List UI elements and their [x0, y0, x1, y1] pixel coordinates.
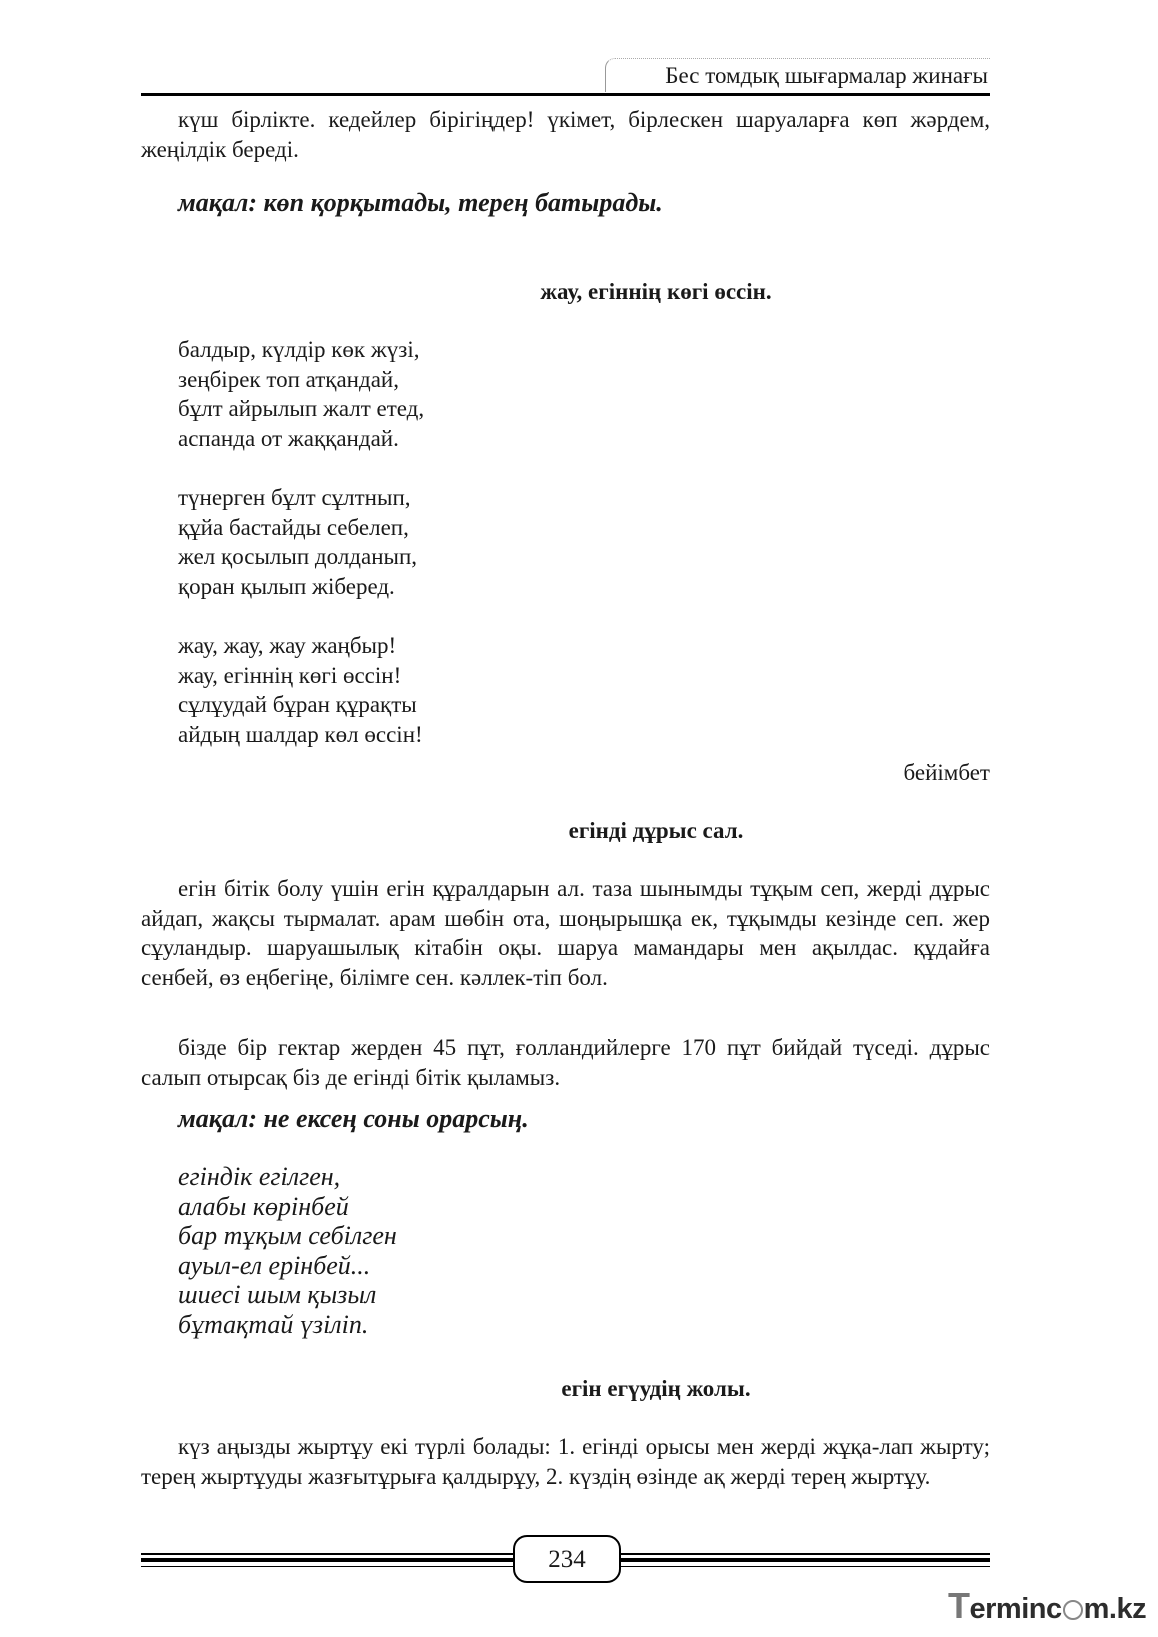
poem-line: аспанда от жаққандай.: [178, 425, 399, 451]
section-2-paragraph-1: егін бітік болу үшін егін құралдарын ал. таза шынымды тұқым сеп, жерді дұрыс айдап, жақсы тырмалат. арам шөбін ота, шоңырышқа ек, тұқымды кезінде сеп. жер сұуландыр. шаруашылық кітабін оқы. шаруа мамандары мен ақылдас. құдайға сенбей, өз еңбегіңе, білімге сен. кәллек-тіп бол.: [141, 876, 990, 990]
poem-line: құйа бастайды себелеп,: [178, 514, 409, 540]
verse-line: ауыл-ел ерінбей...: [178, 1250, 371, 1280]
poem-line: балдыр, күлдір көк жүзі,: [178, 337, 420, 362]
section-3-paragraph: күз аңызды жыртұу екі түрлі болады: 1. егінді орысы мен жерді жұқа-лап жырту; терең жыртұуды жазғытұрыға қалдырұу, 2. күздің өзінде ақ жерді терең жыртұу.: [141, 1434, 990, 1489]
poem-line: жау, егіннің көгі өссін!: [178, 662, 402, 688]
poem-stanza-1: [178, 335, 424, 453]
poem-line: айдың шалдар көл өссін!: [178, 721, 423, 747]
poem-line: жел қосылып долданып,: [178, 544, 418, 569]
poem-line: қоран қылып жіберед.: [178, 573, 395, 599]
page-number: 234: [513, 1535, 621, 1583]
poem-line: жау, жау, жау жаңбыр!: [178, 633, 397, 658]
verse-line: бұтақтай үзіліп.: [178, 1309, 369, 1339]
poem-line: бұлт айрылып жалт етед,: [178, 396, 425, 421]
page-header-title: Бес томдық шығармалар жинағы: [605, 58, 990, 92]
watermark-prefix: T: [948, 1585, 970, 1626]
section-2-paragraph-2: бізде бір гектар жерден 45 пұт, ғолландийлерге 170 пұт бийдай түседі. дұрыс салып отырсақ біз де егінді бітік қыламыз.: [141, 1035, 990, 1090]
header-rule: [141, 93, 990, 96]
intro-paragraph: күш бірлікте. кедейлер бірігіңдер! үкімет, бірлескен шаруаларға көп жәрдем, жеңілдік береді.: [141, 107, 990, 162]
verse-line: егіндік егілген,: [178, 1162, 341, 1191]
poem-stanza-2: [178, 483, 417, 601]
poem-line: зеңбірек топ атқандай,: [178, 366, 399, 392]
verse-2: [178, 1162, 397, 1339]
poem-title: жау, егіннің көгі өссін.: [540, 279, 772, 304]
watermark-logo: [948, 1585, 1146, 1627]
poem-line: сұлұудай бұран құрақты: [178, 692, 417, 717]
section-3-title: егін егүудің жолы.: [561, 1376, 751, 1401]
verse-line: алабы көрінбей: [178, 1191, 349, 1221]
verse-line: бар тұқым себілген: [178, 1221, 397, 1250]
proverb-1: мақал: көп қорқытады, терең батырады.: [178, 188, 663, 217]
watermark-part-a: erminc: [969, 1593, 1062, 1625]
watermark-part-b: m.kz: [1083, 1593, 1147, 1625]
poem-author: бейімбет: [903, 760, 990, 785]
magnifier-icon: [1063, 1600, 1083, 1620]
verse-line: шиесі шым қызыл: [178, 1280, 377, 1309]
proverb-2: мақал: не ексең соны орарсың.: [178, 1104, 529, 1133]
poem-stanza-3: [178, 631, 423, 749]
section-2-title: егінді дұрыс сал.: [568, 818, 744, 843]
poem-line: түнерген бұлт сұлтнып,: [178, 485, 411, 510]
